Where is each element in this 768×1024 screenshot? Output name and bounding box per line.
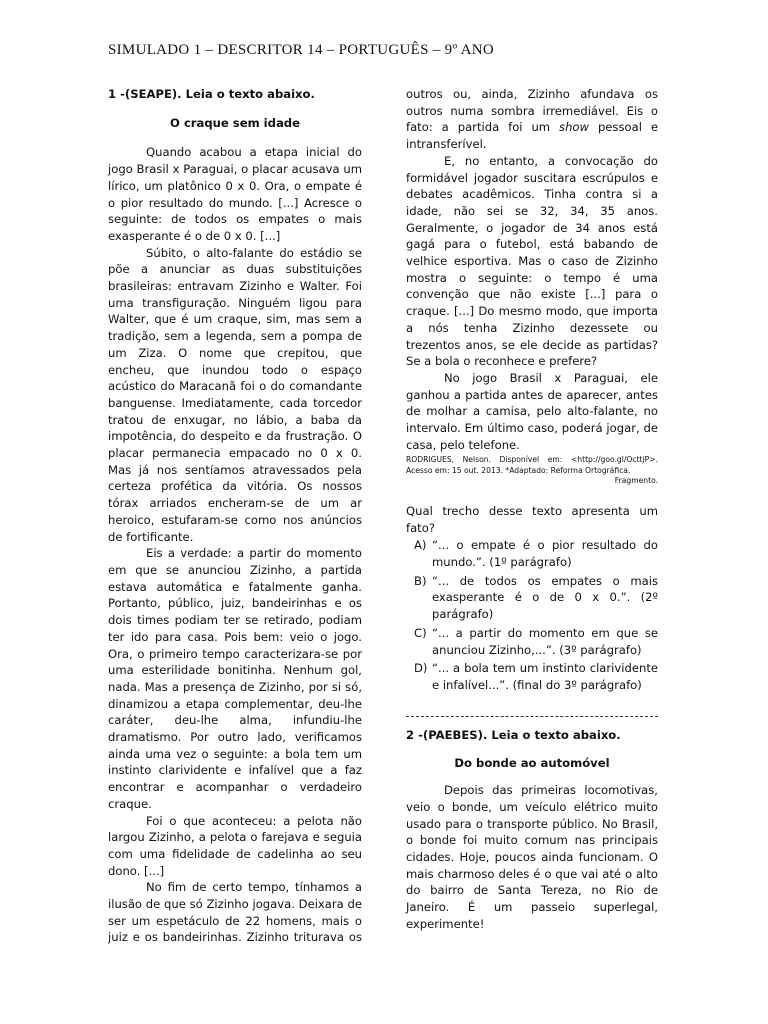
text-1-title: O craque sem idade bbox=[170, 115, 300, 130]
text-1-paragraph-5-continued: outros ou, ainda, Zizinho afundava os outros numa sombra irremediável. Eis o fato: a partida foi um show pessoal e intransferível. bbox=[406, 87, 658, 152]
option-d-text: “... a bola tem um instinto clarividente e infalível...”. (final do 3º parágrafo) bbox=[432, 661, 658, 692]
option-d-letter: D) bbox=[414, 661, 428, 676]
option-b-letter: B) bbox=[414, 573, 427, 588]
option-b[interactable] bbox=[406, 573, 658, 623]
option-c-text: “... a partir do momento em que se anunciou Zizinho,...”. (3º parágrafo) bbox=[432, 625, 658, 657]
text-1-source bbox=[406, 455, 658, 487]
option-a-letter: A) bbox=[414, 538, 427, 553]
text-1-paragraph-5-left: No fim de certo tempo, tínhamos a ilusão de que só Zizinho jogava. Deixara de ser um espetáculo de 22 homens, mais o juiz e os bandeirinhas. Zizinho triturava os bbox=[108, 880, 362, 945]
option-c-letter: C) bbox=[414, 625, 427, 640]
option-a-text: “... o empate é o pior resultado do mundo.”. (1º parágrafo) bbox=[432, 538, 658, 570]
option-c[interactable] bbox=[406, 625, 658, 658]
question-2-heading: 2 -(PAEBES). Leia o texto abaixo. bbox=[406, 727, 621, 742]
page-header: SIMULADO 1 – DESCRITOR 14 – PORTUGUÊS – 9º ANO bbox=[108, 42, 495, 58]
text-2-title: Do bonde ao automóvel bbox=[454, 756, 610, 771]
text-1-paragraph-4: Foi o que aconteceu: a pelota não largou Zizinho, a pelota o farejava e seguia com uma fidelidade de cadelinha ao seu dono. [...] bbox=[108, 813, 362, 878]
text-1-paragraph-5 bbox=[108, 879, 362, 946]
option-a[interactable] bbox=[406, 537, 658, 570]
text-1-paragraph-2: Súbito, o alto-falante do estádio se põe a anunciar as duas substituições brasileiras: entravam Zizinho e Walter. Foi uma transfiguração. Ninguém ligou para Walter, que é um craque, sim, mas sem a tradição, sem a legenda, sem a pompa de um Ziza. O nome que crepitou, que encheu, que inundou todo o espaço acústico do Maracanã foi o do comandante banguense. Imediatamente, cada torcedor tratou de enxugar, no lábio, a baba da impotência, do despeito e da frustração. O placar permanecia empacado no 0 x 0. Mas já nos sentíamos atravessados pela certeza profética da vitória. Os nossos tórax arriados encheram-se de um ar heroico, estufaram-se como nos anúncios de fortificante. bbox=[108, 245, 362, 544]
text-2-paragraph-1: Depois das primeiras locomotivas, veio o bonde, um veículo elétrico muito usado para o transporte público. No Brasil, o bonde foi muito comum nas principais cidades. Hoje, poucos ainda funcionam. O mais charmoso deles é o que vai até o alto do bairro de Santa Tereza, no Rio de Janeiro. É um passeio superlegal, experimente! bbox=[406, 783, 658, 931]
section-divider bbox=[406, 716, 658, 717]
option-b-text: “... de todos os empates o mais exasperante é o de 0 x 0.”. (2º parágrafo) bbox=[432, 573, 658, 622]
text-1-paragraph-3: Eis a verdade: a partir do momento em que se anunciou Zizinho, a partida estava automática e fatalmente ganha. Portanto, público, juiz, bandeirinhas e os dois times podiam ter se retirado, podiam ter ido para casa. Pois bem: veio o jogo. Ora, o primeiro tempo caracterizara-se por uma esterilidade bonitinha. Nenhum gol, nada. Mas a presença de Zizinho, por si só, dinamizou a etapa complementar, deu-lhe caráter, deu-lhe alma, infundiu-lhe dramatismo. Por outro lado, verificamos ainda uma vez o seguinte: a bola tem um instinto clarividente e infalível que a faz encontrar e acompanhar o verdadeiro craque. bbox=[108, 546, 362, 811]
source-fragment-note: Fragmento. bbox=[614, 476, 658, 486]
right-column bbox=[406, 86, 658, 932]
text-1-paragraph-7: No jogo Brasil x Paraguai, ele ganhou a partida antes de aparecer, antes de molhar a camisa, pelo alto-falante, no intervalo. Em último caso, poderá jogar, de casa, pelo telefone. bbox=[406, 370, 658, 452]
question-1-heading: 1 -(SEAPE). Leia o texto abaixo. bbox=[108, 87, 315, 101]
text-1-paragraph-1: Quando acabou a etapa inicial do jogo Brasil x Paraguai, o placar acusava um lírico, um platônico 0 x 0. Ora, o empate é o pior resultado do mundo. [...] Acresce o seguinte: de todos os empates o mais exasperante é o de 0 x 0. [...] bbox=[108, 145, 362, 243]
left-column bbox=[108, 86, 362, 946]
source-citation: RODRIGUES, Nelson. Disponível em: <http://goo.gl/OcttjP>. Acesso em: 15 out. 2013. *Adaptado: Reforma Ortográfica. bbox=[406, 455, 658, 475]
question-1-prompt: Qual trecho desse texto apresenta um fato? bbox=[406, 503, 658, 535]
right-flow bbox=[406, 86, 658, 153]
text-1-paragraph-6: E, no entanto, a convocação do formidável jogador suscitara escrúpulos e debates acadêmicos. Tinha contra si a idade, não sei se 32, 34, 35 anos. Geralmente, o jogador de 34 anos está gagá para o futebol, está babando de velhice esportiva. Mas o caso de Zizinho mostra o seguinte: o tempo é uma convenção que não existe [...] para o craque. [...] Do mesmo modo, que importa a nós tenha Zizinho dezessete ou trezentos anos, se ele decide as partidas? Se a bola o reconhece e prefere? bbox=[406, 153, 658, 369]
show-word: show bbox=[559, 120, 589, 135]
option-d[interactable] bbox=[406, 660, 658, 693]
question-1-options bbox=[406, 537, 658, 693]
